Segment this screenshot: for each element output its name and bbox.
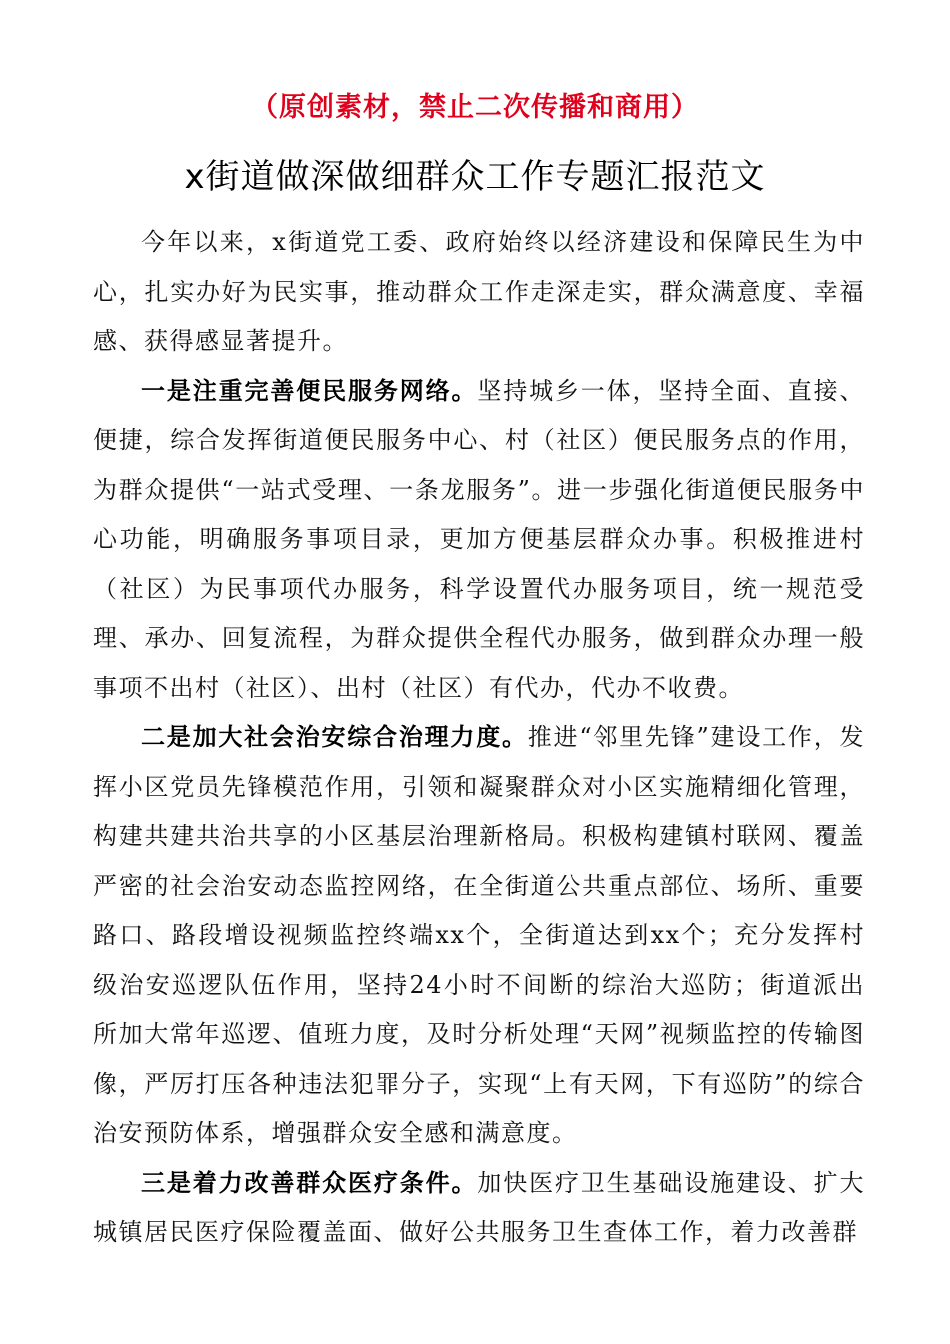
paragraph-point-3 <box>93 1159 865 1258</box>
paragraph-intro <box>93 218 865 367</box>
paragraph-text: 今年以来，x街道党工委、政府始终以经济建设和保障民生为中心，扎实办好为民实事，推动群众工作走深走实，群众满意度、幸福感、获得感显著提升。 <box>93 228 865 355</box>
paragraph-text: 加快医疗卫生基础设施建设、扩大城镇居民医疗保险覆盖面、做好公共服务卫生查体工作，着力改善群 <box>93 1168 866 1246</box>
document-body <box>93 218 865 1258</box>
paragraph-lead: 一是注重完善便民服务网络。 <box>141 376 478 405</box>
paragraph-point-2 <box>93 713 865 1159</box>
page-title: x街道做深做细群众工作专题汇报范文 <box>184 157 766 197</box>
paragraph-point-1 <box>93 367 865 714</box>
paragraph-lead: 二是加大社会治安综合治理力度。 <box>141 723 528 751</box>
paragraph-lead: 三是着力改善群众医疗条件。 <box>141 1168 478 1197</box>
copyright-notice: （原创素材，禁止二次传播和商用） <box>251 92 699 123</box>
paragraph-text: 坚持城乡一体，坚持全面、直接、便捷，综合发挥街道便民服务中心、村（社区）便民服务点的作用，为群众提供“一站式受理、一条龙服务”。进一步强化街道便民服务中心功能，明确服务事项目录，更加方便基层群众办事。积极推进村（社区）为民事项代办服务，科学设置代办服务项目，统一规范受理、承办、回复流程，为群众提供全程代办服务，做到群众办理一般事项不出村（社区）、出村（社区）有代办，代办不收费。 <box>93 376 866 702</box>
paragraph-text: 推进“邻里先锋”建设工作，发挥小区党员先锋模范作用，引领和凝聚群众对小区实施精细化管理，构建共建共治共享的小区基层治理新格局。积极构建镇村联网、覆盖严密的社会治安动态监控网络，在全街道公共重点部位、场所、重要路口、路段增设视频监控终端xx个，全街道达到xx个；充分发挥村级治安巡逻队伍作用，坚持24小时不间断的综治大巡防；街道派出所加大常年巡逻、值班力度，及时分析处理“天网”视频监控的传输图像，严厉打压各种违法犯罪分子，实现“上有天网，下有巡防”的综合治安预防体系，增强群众安全感和满意度。 <box>93 723 865 1147</box>
